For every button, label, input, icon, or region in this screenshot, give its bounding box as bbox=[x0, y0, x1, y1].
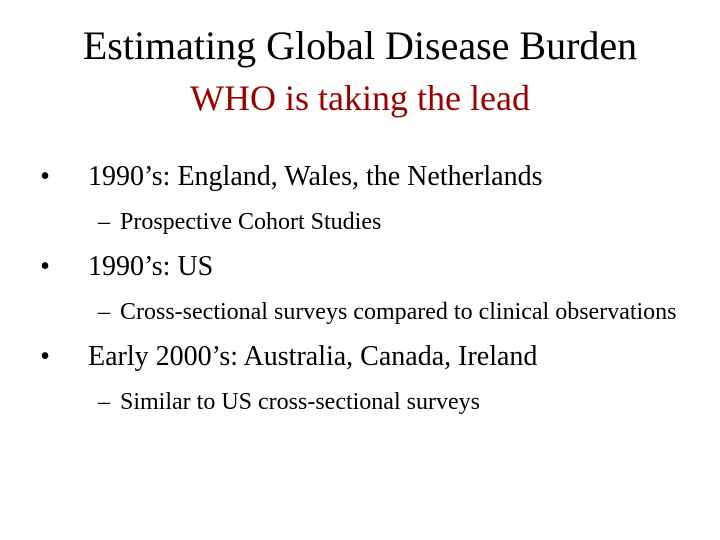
bullet-text: 1990’s: England, Wales, the Netherlands bbox=[88, 161, 543, 192]
sub-bullet-item bbox=[30, 296, 690, 328]
bullet-marker: • bbox=[40, 341, 50, 372]
slide-subtitle: WHO is taking the lead bbox=[190, 78, 530, 118]
bullet-marker: • bbox=[40, 251, 50, 282]
bullet-item bbox=[30, 250, 690, 284]
sub-bullet-item bbox=[30, 206, 690, 238]
bullet-text: 1990’s: US bbox=[88, 251, 214, 282]
bullet-list bbox=[30, 160, 690, 418]
sub-bullet-text: Similar to US cross-sectional surveys bbox=[120, 389, 480, 415]
sub-bullet-item bbox=[30, 386, 690, 418]
bullet-item bbox=[30, 340, 690, 374]
slide-title: Estimating Global Disease Burden bbox=[82, 23, 638, 68]
bullet-text: Early 2000’s: Australia, Canada, Ireland bbox=[88, 341, 538, 372]
sub-bullet-marker: – bbox=[98, 209, 110, 235]
bullet-marker: • bbox=[40, 161, 50, 192]
sub-bullet-marker: – bbox=[98, 389, 110, 415]
sub-bullet-marker: – bbox=[98, 299, 110, 325]
bullet-item bbox=[30, 160, 690, 194]
sub-bullet-text: Cross-sectional surveys compared to clinical observations bbox=[120, 299, 677, 325]
sub-bullet-text: Prospective Cohort Studies bbox=[120, 209, 382, 235]
